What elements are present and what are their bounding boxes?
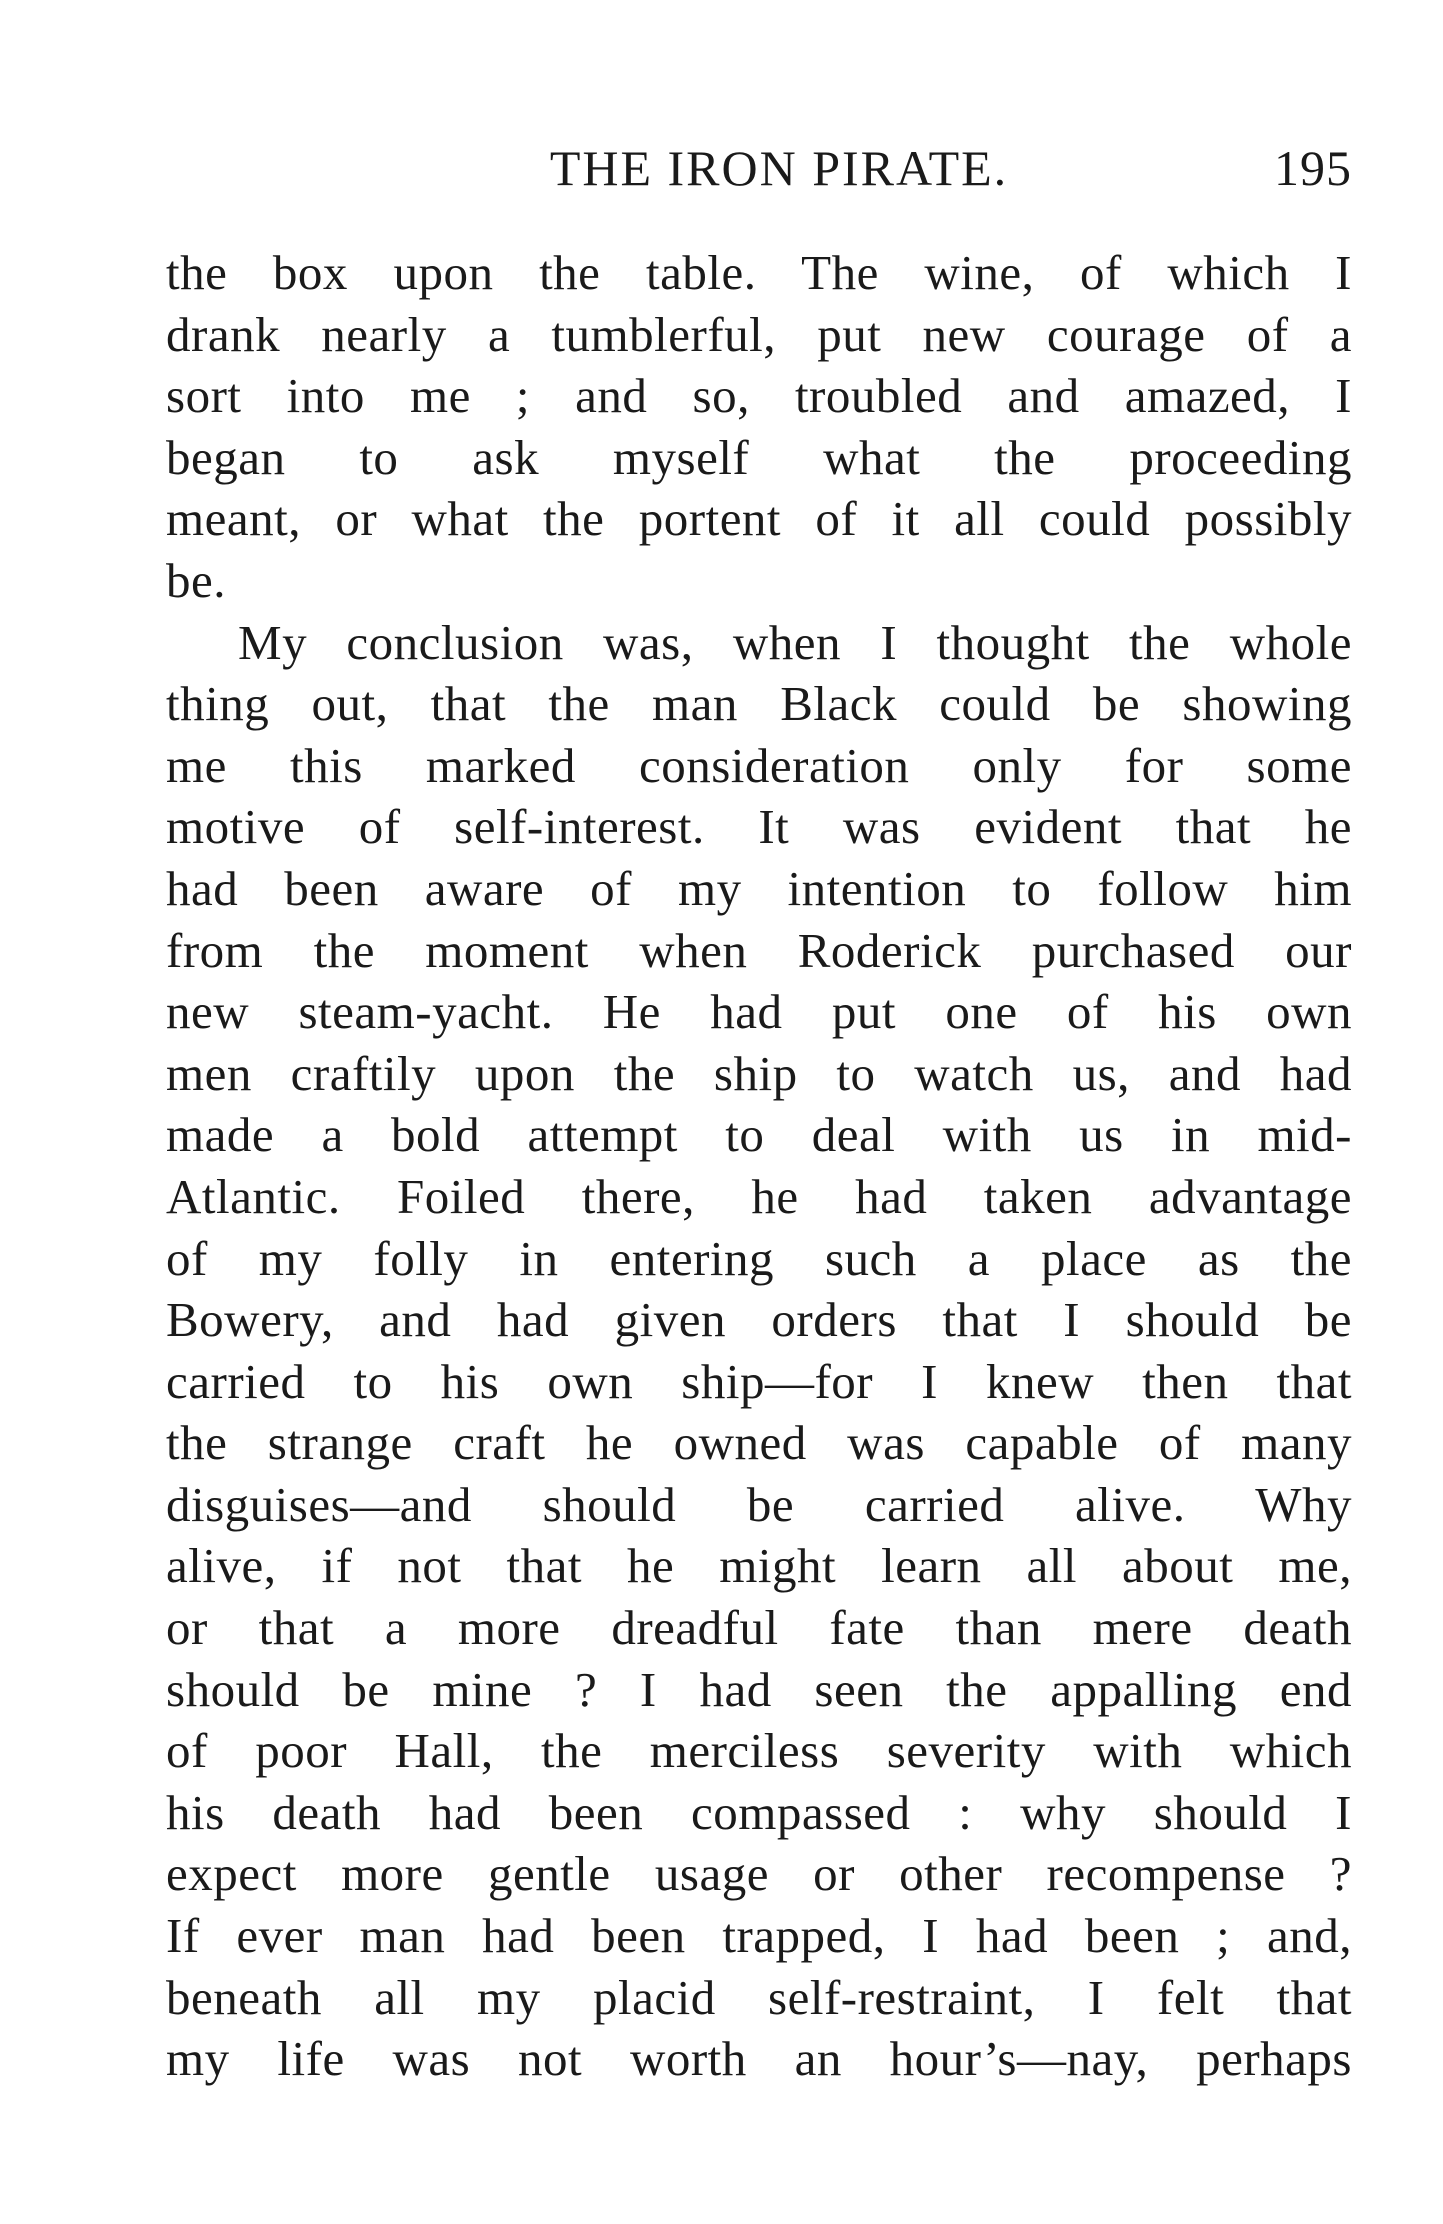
text-line: my life was not worth an hour’s—nay, perhaps (166, 2031, 1352, 2087)
text-line: Atlantic. Foiled there, he had taken advantage (166, 1168, 1352, 1224)
text-line: My conclusion was, when I thought the whole (238, 614, 1352, 670)
text-line: new steam-yacht. He had put one of his own (166, 984, 1352, 1040)
text-line: from the moment when Roderick purchased our (166, 922, 1352, 978)
text-line: beneath all my placid self-restraint, I felt that (166, 1969, 1352, 2025)
text-line: expect more gentle usage or other recompense ? (166, 1846, 1352, 1902)
text-line: his death had been compassed : why should I (166, 1784, 1352, 1840)
text-line: began to ask myself what the proceeding (166, 429, 1352, 485)
text-line: thing out, that the man Black could be showing (166, 676, 1352, 732)
paragraph-2 (166, 612, 1352, 2090)
text-line: should be mine ? I had seen the appalling end (166, 1661, 1352, 1717)
text-line: or that a more dreadful fate than mere death (166, 1600, 1352, 1656)
text-line: made a bold attempt to deal with us in mid- (166, 1107, 1352, 1163)
text-line: carried to his own ship—for I knew then that (166, 1353, 1352, 1409)
text-line: If ever man had been trapped, I had been ; and, (166, 1908, 1352, 1964)
text-line: motive of self-interest. It was evident that he (166, 799, 1352, 855)
text-line: be. (166, 552, 226, 608)
running-title: THE IRON PIRATE. (549, 140, 1009, 196)
text-line: disguises—and should be carried alive. Why (166, 1476, 1352, 1532)
paragraph-1 (166, 242, 1352, 612)
text-line: of poor Hall, the merciless severity with which (166, 1723, 1352, 1779)
body-text (166, 242, 1352, 2090)
text-line: Bowery, and had given orders that I should be (166, 1292, 1352, 1348)
text-line: meant, or what the portent of it all could possibly (166, 491, 1352, 547)
page-number: 195 (1274, 140, 1352, 196)
text-line: sort into me ; and so, troubled and amazed, I (166, 368, 1352, 424)
text-line: drank nearly a tumblerful, put new courage of a (166, 306, 1352, 362)
text-line: the box upon the table. The wine, of which I (166, 245, 1352, 300)
running-head (166, 138, 1352, 198)
text-line: me this marked consideration only for some (166, 737, 1352, 793)
text-line: alive, if not that he might learn all about me, (166, 1538, 1352, 1594)
text-line: of my folly in entering such a place as the (166, 1230, 1352, 1286)
text-line: the strange craft he owned was capable of many (166, 1415, 1352, 1471)
text-line: men craftily upon the ship to watch us, and had (166, 1045, 1352, 1101)
text-line: had been aware of my intention to follow him (166, 860, 1352, 916)
